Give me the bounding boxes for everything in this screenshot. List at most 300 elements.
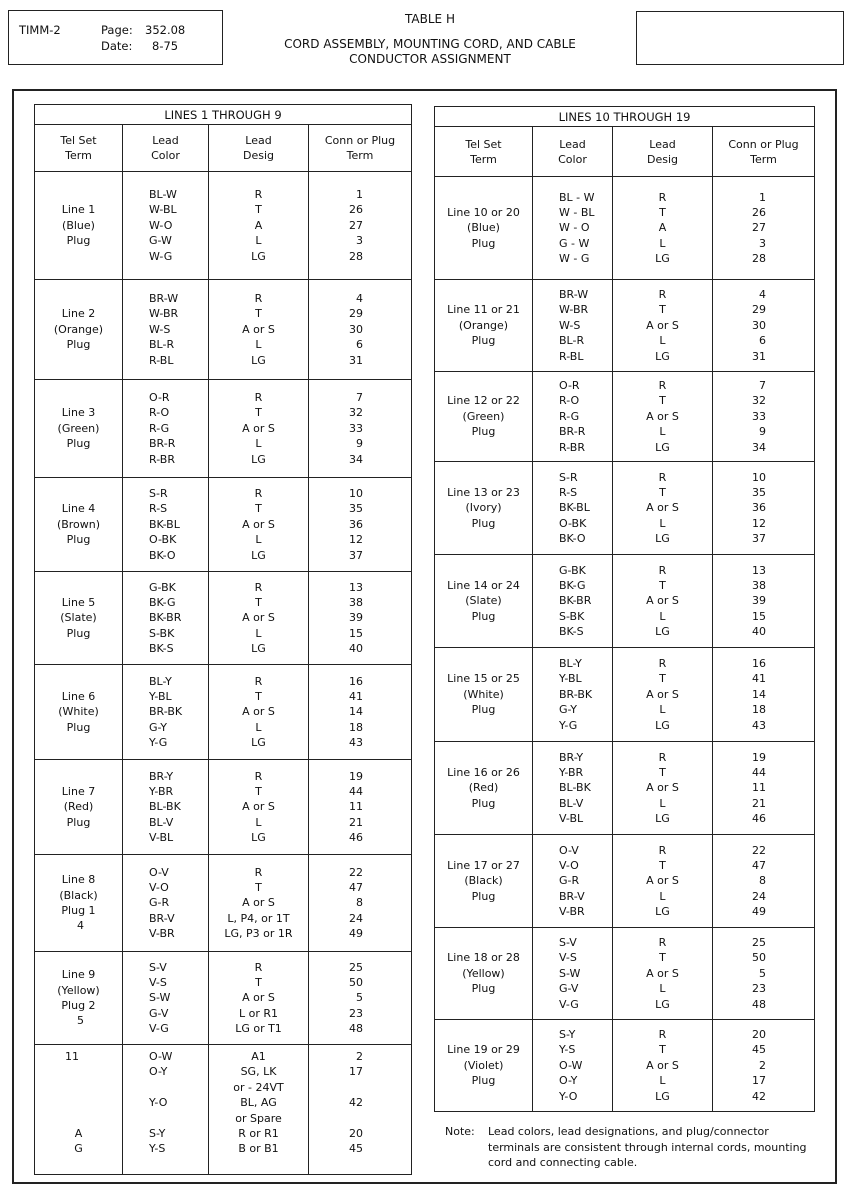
lead-color-cell [123,855,209,952]
lead-color: Y-O [559,1089,578,1103]
conn-plug-term-cell [713,1020,815,1112]
lead-color: S-BK [149,626,175,640]
tel-set-term-cell [35,665,123,760]
lead-color: R-BR [149,452,175,466]
conn-plug-term [309,1111,363,1126]
tel-set-term-cell [435,835,533,928]
lead-color: BL-R [149,338,175,352]
lead-color: BL - W [559,190,595,204]
conn-plug-term: 3 [759,236,767,250]
lead-color-cell [123,1045,209,1175]
table-row [435,835,815,928]
conn-plug-term: 31 [752,349,767,363]
lead-color: O-Y [559,1074,578,1088]
conn-plug-term: 36 [752,501,767,515]
lead-color [149,1111,208,1126]
tel-set-term [35,1064,122,1079]
lead-desig: T [255,975,262,989]
conn-plug-term: 45 [752,1043,767,1057]
lead-desig: R [254,391,263,405]
lead-desig: R [658,379,667,393]
lead-color: BL-BK [559,781,591,795]
tel-set-term: Plug [471,982,496,996]
lead-desig: LG [251,831,266,845]
lead-color-cell [123,478,209,572]
table-row [35,172,412,280]
lead-color: O-R [149,391,170,405]
table-title: LINES 10 THROUGH 19 [435,107,815,127]
lead-desig: LG or T1 [235,1022,282,1036]
lead-color-cell [123,380,209,478]
lead-color: Y-G [559,718,578,732]
lead-color: S-Y [559,1028,576,1042]
tel-set-term-cell [435,1020,533,1112]
lead-desig: LG [655,532,670,546]
lead-color: BR-W [559,288,589,302]
lead-desig: T [255,307,262,321]
lead-color: W-G [149,249,173,263]
lead-color: Y-BR [559,765,584,779]
conn-plug-term-cell [309,1045,412,1175]
conn-plug-term: 48 [752,997,767,1011]
table-row [435,462,815,555]
lead-color: G-BK [149,580,176,594]
column-header-color: Lead Color [123,125,209,172]
lead-color: BL-BK [149,800,181,814]
lead-desig: LG [251,548,266,562]
lines-10-19-table [434,106,815,1112]
lead-desig: T [659,205,666,219]
conn-plug-term: 37 [752,532,767,546]
conn-plug-term: 18 [752,703,767,717]
table-label: TABLE H [405,12,455,26]
lead-color: O-V [559,843,579,857]
conn-plug-term: 4 [759,288,767,302]
conn-plug-term: 11 [752,781,767,795]
lead-desig: L [659,889,666,903]
lead-color: W-BR [149,307,179,321]
tel-set-term: Plug [66,533,91,547]
table-row [435,280,815,372]
lead-desig-cell [209,572,309,665]
page-number: 352.08 [145,23,186,37]
note [445,1124,818,1171]
lead-color: W - O [559,221,590,235]
conn-plug-term: 10 [752,470,767,484]
conn-plug-term: 8 [356,896,364,910]
lead-desig-cell [209,172,309,280]
lead-desig: A [658,221,667,235]
column-header-tel: Tel Set Term [435,127,533,177]
conn-plug-term: 2 [356,1050,364,1063]
conn-plug-term: 17 [752,1074,767,1088]
lead-desig: A or S [242,800,275,814]
lead-color: R-O [559,394,580,408]
lead-desig: T [659,672,666,686]
tel-set-term: Plug [471,425,496,439]
tel-set-term: Plug [471,516,496,530]
conn-plug-term: 16 [752,657,767,671]
conn-plug-term: 25 [349,960,364,974]
lead-desig: LG [655,905,670,919]
conn-plug-term-cell [309,665,412,760]
conn-plug-term: 29 [752,303,767,317]
tel-set-term: Plug [66,815,91,829]
lead-color: Y-G [149,736,168,750]
tel-set-term: (Black) [59,888,98,902]
tel-set-term: (Red) [63,800,94,814]
lead-color: S-BK [559,609,585,623]
conn-plug-term-cell [713,280,815,372]
lead-desig: L [255,437,262,451]
conn-plug-term: 5 [759,966,767,980]
conn-plug-term: 10 [349,487,364,501]
lead-desig: R or R1 [238,1126,279,1140]
conn-plug-term: 22 [349,865,364,879]
lead-desig: R [658,657,667,671]
lead-color: W-BR [559,303,589,317]
tel-set-term: (Yellow) [462,966,505,980]
tel-set-term-cell [35,572,123,665]
tel-set-term: (White) [463,687,504,701]
table-row [435,742,815,835]
lead-color: BK-BL [149,517,180,531]
column-header-term: Conn or Plug Term [713,127,815,177]
tel-set-term: Line 10 or 20 [447,205,520,219]
conn-plug-term: 33 [349,421,364,435]
conn-plug-term: 27 [752,221,767,235]
lead-color: O-R [559,379,580,393]
tel-set-term: Plug 2 [61,999,96,1012]
lead-color: O-W [559,1058,583,1072]
lead-desig-cell [613,280,713,372]
tel-set-term: (Red) [468,781,499,795]
table-row [35,760,412,855]
lead-desig: LG [251,736,266,750]
tel-set-term: (Green) [57,421,100,435]
tel-set-term: A [74,1126,83,1140]
conn-plug-term: 48 [349,1022,364,1036]
lead-color: BR-R [149,437,176,451]
conn-plug-term: 21 [349,815,364,829]
conn-plug-term: 43 [752,718,767,732]
lead-color: BL-V [559,796,584,810]
lead-desig: LG [655,349,670,363]
lines-1-9-table [34,104,412,1175]
lead-desig: A or S [646,781,679,795]
lead-color: Y-S [149,1142,166,1156]
conn-plug-term: 26 [752,205,767,219]
lead-desig: SG, LK [240,1065,277,1079]
lead-desig: A or S [646,966,679,980]
lead-desig: T [659,951,666,965]
blank-box [636,11,844,65]
lead-desig: T [255,595,262,609]
lead-color: BK-O [149,548,176,562]
lead-color: BL-V [149,815,174,829]
conn-plug-term-cell [713,648,815,742]
conn-plug-term [309,1080,363,1095]
lead-desig: A or S [646,1058,679,1072]
conn-plug-term: 27 [349,218,364,232]
lead-color-cell [533,555,613,648]
lead-color: BR-BK [149,705,183,719]
conn-plug-term: 19 [349,769,364,783]
lead-desig-cell [209,478,309,572]
lead-desig: R [254,292,263,306]
tel-set-term: (Slate) [465,594,502,608]
conn-plug-term: 32 [752,394,767,408]
lead-color: W-S [149,322,171,336]
tel-set-term-cell [35,760,123,855]
lead-desig: A or S [646,501,679,515]
tel-set-term-cell [435,462,533,555]
column-header-desig: Lead Desig [613,127,713,177]
conn-plug-term: 1 [759,190,767,204]
conn-plug-term: 13 [752,563,767,577]
lead-color: R-S [559,485,578,499]
column-header-tel: Tel Set Term [35,125,123,172]
conn-plug-term: 41 [349,689,364,703]
lead-desig: LG [251,452,266,466]
lead-desig: A [254,218,263,232]
lead-color: S-R [559,470,578,484]
lead-color: R-BL [149,353,174,367]
conn-plug-term: 16 [349,674,364,688]
lead-desig: R [658,470,667,484]
lead-desig: R [658,936,667,950]
lead-desig: LG [655,997,670,1011]
tel-set-term: Line 5 [61,595,96,609]
conn-plug-term: 40 [349,642,364,656]
lead-desig: A or S [242,611,275,625]
conn-plug-term: 49 [752,905,767,919]
lead-color: BR-V [149,911,175,925]
lead-color: V-BL [149,831,174,845]
tel-set-term: (Blue) [62,218,95,232]
conn-plug-term: 3 [356,234,364,248]
conn-plug-term: 38 [349,595,364,609]
tel-set-term: (Brown) [56,517,101,531]
lead-desig: R [254,960,263,974]
lead-color: G-BK [559,563,586,577]
lead-color: R-O [149,406,170,420]
conn-plug-term-cell [713,462,815,555]
tel-set-term-cell [35,380,123,478]
lead-color: S-V [559,936,577,950]
lead-color: O-Y [149,1065,168,1079]
lead-desig: R [658,190,667,204]
tel-set-term: Line 8 [61,873,96,887]
lead-desig: T [659,303,666,317]
conn-plug-term: 19 [752,750,767,764]
lead-desig: A or S [646,874,679,888]
table-row [435,177,815,280]
lead-color: V-BR [149,927,175,941]
conn-plug-term-cell [309,172,412,280]
lead-desig-cell [613,835,713,928]
conn-plug-term: 36 [349,517,364,531]
tel-set-term [35,1095,122,1110]
conn-plug-term: 28 [349,249,364,263]
lead-color: BR-W [149,292,179,306]
tel-set-term-cell [35,172,123,280]
lead-desig-cell [613,1020,713,1112]
conn-plug-term-cell [309,380,412,478]
lead-color: R-BL [559,349,584,363]
conn-plug-term: 33 [752,409,767,423]
tel-set-term: Line 15 or 25 [447,672,520,686]
lead-desig-cell [209,1045,309,1175]
lead-desig: L [659,334,666,348]
lead-desig: L [659,236,666,250]
conn-plug-term: 18 [349,720,364,734]
conn-plug-term: 17 [349,1065,364,1079]
lead-desig: A or S [242,991,275,1005]
tel-set-term-cell [35,280,123,380]
lead-desig: T [255,880,262,894]
lead-color-cell [533,835,613,928]
date-value: 8-75 [152,39,179,53]
conn-plug-term: 45 [349,1142,364,1156]
conn-plug-term: 23 [349,1006,364,1020]
conn-plug-term: 42 [349,1096,364,1110]
conn-plug-term: 37 [349,548,364,562]
lead-desig: R [254,674,263,688]
page-label: Page: [101,23,133,37]
lead-color-cell [123,572,209,665]
conn-plug-term: 40 [752,625,767,639]
lead-color: G-R [149,896,170,910]
table-row [35,855,412,952]
conn-plug-term: 12 [752,516,767,530]
lead-color-cell [123,665,209,760]
conn-plug-term: 22 [752,843,767,857]
tel-set-term: Line 12 or 22 [447,394,520,408]
lead-color: O-BK [559,516,587,530]
conn-plug-term: 50 [349,975,364,989]
lead-desig: A or S [242,421,275,435]
conn-plug-term: 46 [752,812,767,826]
conn-plug-term: 20 [349,1126,364,1140]
lead-color-cell [533,1020,613,1112]
tel-set-term: (Orange) [53,322,104,336]
lead-desig: A or S [646,318,679,332]
lead-desig-cell [613,742,713,835]
lead-color: V-BL [559,812,584,826]
conn-plug-term: 49 [349,927,364,941]
tel-set-term-cell [435,928,533,1020]
lead-color: V-G [149,1022,169,1036]
lead-desig-cell [209,665,309,760]
conn-plug-term: 34 [752,440,767,454]
lead-desig: R [658,1028,667,1042]
lead-desig: A1 [251,1050,266,1063]
lead-desig-cell [613,372,713,462]
table-title: LINES 1 THROUGH 9 [35,105,412,125]
lead-color: R-BR [559,440,585,454]
lead-color-cell [533,372,613,462]
conn-plug-term: 44 [752,765,767,779]
lead-color: S-W [149,991,171,1005]
tel-set-term: Line 13 or 23 [447,485,520,499]
conn-plug-term-cell [309,478,412,572]
conn-plug-term: 24 [349,911,364,925]
lead-desig-cell [209,380,309,478]
lead-color: W-BL [149,203,177,217]
tel-set-term: Plug [66,720,91,734]
lead-color: BL-Y [559,657,582,671]
lead-desig: L or R1 [238,1006,278,1020]
lead-desig: LG [655,625,670,639]
table-row [35,665,412,760]
conn-plug-term: 6 [356,338,364,352]
column-header-term: Conn or Plug Term [309,125,412,172]
tel-set-term-cell [35,952,123,1045]
lead-color [149,1080,208,1095]
tel-set-term: (Blue) [467,221,500,235]
lead-color: Y-BL [559,672,582,686]
conn-plug-term: 15 [752,609,767,623]
tel-set-term: Line 2 [61,307,96,321]
conn-plug-term: 7 [759,379,767,393]
conn-plug-term-cell [713,835,815,928]
lead-color: G-R [559,874,580,888]
tel-set-term: Plug [66,338,91,352]
lead-color-cell [533,462,613,555]
conn-plug-term: 41 [752,672,767,686]
lead-desig: A or S [646,594,679,608]
lead-desig: L [659,982,666,996]
lead-color: O-W [149,1050,173,1063]
lead-color: R-G [149,421,170,435]
column-header-desig: Lead Desig [209,125,309,172]
conn-plug-term: 25 [752,936,767,950]
conn-plug-term-cell [309,952,412,1045]
conn-plug-term: 9 [759,425,767,439]
lead-color: W-O [149,218,173,232]
tel-set-term: 11 [65,1050,79,1063]
lead-desig: L [255,815,262,829]
tel-set-term: Plug [471,236,496,250]
lead-color: Y-BL [149,689,172,703]
tel-set-term: (Orange) [458,318,509,332]
conn-plug-term: 2 [759,1058,767,1072]
lead-color: BR-Y [559,750,584,764]
lead-desig-cell [613,928,713,1020]
lead-desig: A or S [646,409,679,423]
lead-color-cell [123,172,209,280]
lead-color: S-R [149,487,168,501]
conn-plug-term: 31 [349,353,364,367]
lead-color: R-S [149,502,168,516]
lead-desig: R [254,580,263,594]
lead-color: V-O [149,880,169,894]
lead-color: BR-V [559,889,585,903]
lead-desig: L [255,234,262,248]
lead-desig: LG [251,642,266,656]
lead-desig: T [659,394,666,408]
column-header-color: Lead Color [533,127,613,177]
conn-plug-term: 47 [349,880,364,894]
conn-plug-term-cell [713,555,815,648]
tel-set-term: Line 11 or 21 [447,303,520,317]
lead-color: G-Y [149,720,167,734]
tel-set-term: Line 6 [61,689,96,703]
conn-plug-term: 46 [349,831,364,845]
tel-set-term: G [74,1142,83,1156]
lead-desig: LG [655,1089,670,1103]
